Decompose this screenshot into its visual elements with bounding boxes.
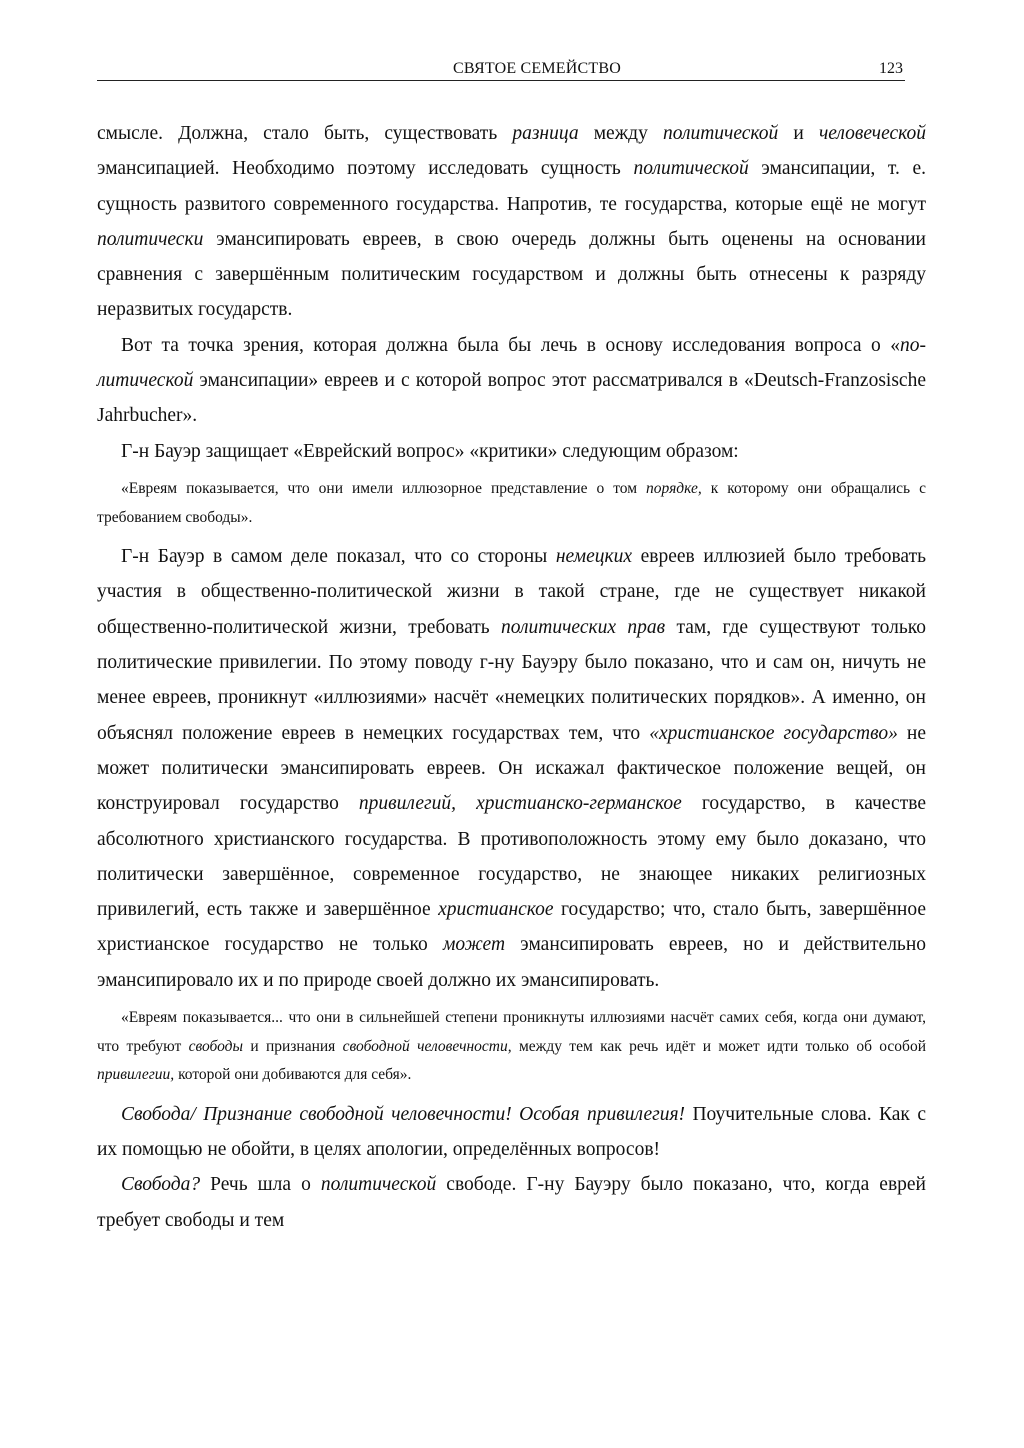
text-run: к которому они обращались с требованием свободы». — [97, 479, 926, 526]
text-run: Речь шла о — [200, 1174, 321, 1196]
block-quote — [97, 1004, 926, 1090]
italic-text: христианское — [438, 899, 554, 921]
text-run: и признания — [243, 1037, 343, 1055]
italic-text: политической — [633, 158, 749, 180]
text-run: евреев иллюзией было требовать участия в общественно-политической жизни в такой стране, где не существует никакой общественно-политической жизни, требовать — [97, 546, 926, 638]
text-run: которой они добиваются для себя». — [174, 1066, 412, 1084]
header-title: СВЯТОЕ СЕМЕЙСТВО — [453, 60, 621, 77]
running-header — [97, 58, 905, 81]
italic-text: человеческой — [818, 123, 926, 144]
text-run: там, где существуют только политические привилегии. По этому поводу г-ну Бауэру было показано, что и сам он, ничуть не менее евреев, проникнут «иллюзиями» насчёт «немецких политических порядков». А именно, он объяснял положение евреев в немецких государствах тем, что — [97, 616, 927, 744]
italic-text: может — [442, 934, 506, 956]
italic-text: немецких — [555, 546, 633, 568]
paragraph — [97, 1167, 926, 1238]
italic-text: привилегии, — [97, 1066, 175, 1084]
italic-text: политической — [97, 334, 926, 392]
text-run: государство; что, стало быть, завершённое христианское государство не только — [97, 899, 927, 956]
italic-text: свободной человечности, — [342, 1037, 512, 1055]
text-run: эмансипировать евреев, в свою очередь должны быть оценены на основании сравнения с завершённым политическим государством и должны быть отнесены к разряду неразвитых государств. — [97, 228, 926, 321]
text-run: эмансипации» евреев и с которой вопрос этот рассматривался в «Deutsch-Franzosische Jahrbucher». — [97, 370, 926, 427]
italic-text: «христианское государство» — [649, 722, 898, 744]
italic-text: привилегий, христианско-германское — [358, 793, 682, 815]
text-run: государство, в качестве абсолютного христианского государства. В противоположность этому ему было доказано, что политически завершённое, современное государство, не знающее никаких религиозных привилегий, есть также и завершённое — [97, 793, 926, 921]
text-run: смысле. Должна, стало быть, существовать — [97, 123, 513, 144]
text-run: между — [578, 123, 663, 144]
italic-text: политических прав — [501, 616, 666, 638]
italic-text: Свобода/ Признание свободной человечности! Особая привилегия! — [121, 1103, 686, 1125]
text-run: свободе. Г-ну Бауэру было показано, что, когда еврей требует свободы и тем — [97, 1174, 926, 1231]
text-run: не может политически эмансипировать евреев. Он искажал фактическое положение вещей, он конструировал государство — [97, 722, 927, 815]
paragraph — [97, 1097, 926, 1168]
text-body — [97, 116, 926, 1238]
italic-text: разница — [512, 123, 579, 144]
text-run: «Евреям показывается, что они имели иллюзорное представление о том — [121, 479, 647, 497]
text-run: Вот та точка зрения, которая должна была бы лечь в основу исследования вопроса о « — [121, 334, 900, 356]
text-run: эмансипировать евреев, но и действительно эмансипировало их и по природе своей должно их эмансипировать. — [97, 934, 927, 991]
text-run: между тем как речь идёт и может идти только об особой — [511, 1037, 926, 1055]
paragraph — [97, 539, 926, 998]
italic-text: политической — [320, 1174, 437, 1196]
text-run: эмансипацией. Необходимо поэтому исследовать сущность — [97, 158, 634, 180]
paragraph — [97, 116, 926, 328]
italic-text: порядке, — [646, 479, 702, 497]
block-quote — [97, 475, 926, 532]
text-run: Поучительные слова. Как с их помощью не обойти, в целях апологии, определённых вопросов! — [97, 1103, 926, 1161]
page-number: 123 — [879, 60, 903, 77]
paragraph — [97, 328, 926, 434]
italic-text: политической — [662, 123, 779, 144]
paragraph — [97, 434, 926, 469]
italic-text: политически — [97, 228, 204, 250]
italic-text: свободы — [188, 1037, 243, 1055]
italic-text: Свобода? — [121, 1174, 201, 1196]
text-run: эмансипации, т. е. сущность развитого современного государства. Напротив, те государства, которые ещё не могут — [97, 158, 926, 215]
text-run: «Евреям показывается... что они в сильнейшей степени проникнуты иллюзиями насчёт самих себя, когда они думают, что требуют — [97, 1009, 926, 1055]
text-run: и — [778, 123, 819, 144]
text-run: Г-н Бауэр в самом деле показал, что со стороны — [121, 546, 556, 568]
text-run: Г-н Бауэр защищает «Еврейский вопрос» «критики» следующим образом: — [121, 440, 739, 462]
